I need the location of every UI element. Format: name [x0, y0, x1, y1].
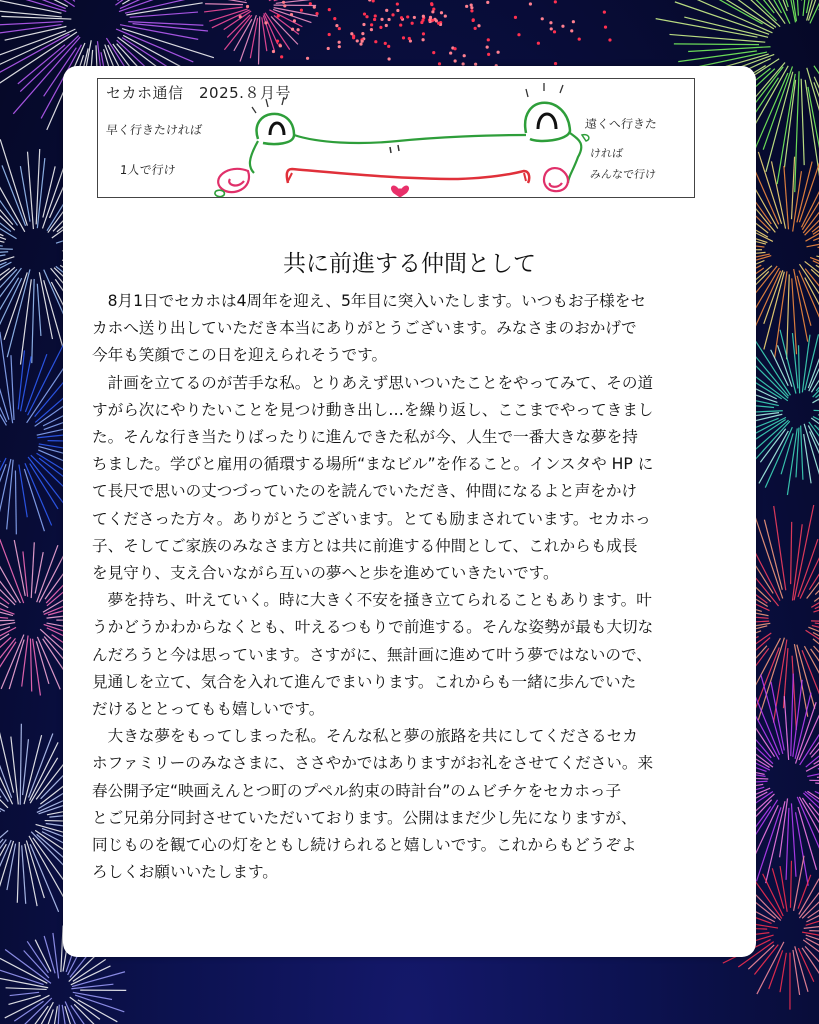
- body-line: を見守り、支え合いながら互いの夢へと歩を進めていきたいです。: [92, 564, 559, 583]
- header-title: セカホ通信 2025.８月号: [106, 84, 291, 102]
- body-line: 見通しを立て、気合を入れて進んでまいります。これからも一緒に歩んでいた: [92, 672, 637, 691]
- body-line: ろしくお願いいたします。: [92, 863, 278, 882]
- body-line: カホへ送り出していただき本当にありがとうございます。みなさまのおかげで: [92, 319, 637, 338]
- frog-left-cheek: [218, 169, 249, 192]
- newsletter-header: [97, 78, 695, 198]
- body-line: 8月1日でセカホは4周年を迎え、5年目に突入いたします。いつもお子様をセ: [92, 292, 646, 310]
- body-line: 春公開予定“映画えんとつ町のプペル約束の時計台”のムビチケをセカホっ子: [92, 781, 622, 800]
- proverb-left-line2: 1人で行け: [119, 163, 177, 177]
- body-line: んだろうと今は思っています。さすがに、無計画に進めて叶う夢ではないので、: [92, 645, 652, 664]
- frog-left-eye: [257, 114, 294, 144]
- frog-right-cheek: [544, 168, 568, 191]
- body-line: 大きな夢をもってしまった私。そんな私と夢の旅路を共にしてくださるセカ: [92, 727, 638, 746]
- proverb-right-line1: 遠くへ行きた: [584, 117, 658, 131]
- body-line: 子、そしてご家族のみなさま方とは共に前進する仲間として、これからも成長: [92, 536, 638, 555]
- body-line: て長尺で思いの丈つづっていたのを読んでいただき、仲間になるよと声をかけ: [92, 482, 638, 501]
- frog-mouth: [287, 169, 529, 183]
- article-body: [92, 288, 732, 886]
- proverb-right-line3: みんなで行け: [589, 168, 657, 181]
- body-line: うかどうかわからなくとも、叶えるつもりで前進する。そんな姿勢が最も大切な: [92, 618, 654, 637]
- body-line: ホファミリーのみなさまに、ささやかではありますがお礼をさせてください。来: [92, 754, 654, 773]
- body-line: だけるととってもも嬉しいです。: [92, 700, 325, 719]
- proverb-right-line2: ければ: [589, 147, 624, 160]
- body-line: 今年も笑顔でこの日を迎えられそうです。: [92, 346, 388, 365]
- body-line: 計画を立てるのが苦手な私。とりあえず思いついたことをやってみて、その道: [92, 373, 654, 392]
- newsletter-card: [63, 66, 756, 957]
- proverb-left-line1: 早く行きたければ: [105, 123, 203, 137]
- body-line: た。そんな行き当たりばったりに進んできた私が今、人生で一番大きな夢を持: [92, 428, 638, 447]
- body-line: ちました。学びと雇用の循環する場所“まなビル”を作ること。インスタや HP に: [92, 455, 654, 474]
- body-line: 同じものを観て心の灯をともし続けられると嬉しいです。これからもどうぞよ: [92, 836, 637, 855]
- body-line: てくださった方々。ありがとうございます。とても励まされています。セカホっ: [92, 509, 651, 528]
- article-title: 共に前進する仲間として: [283, 251, 536, 277]
- frog-right-eye: [525, 103, 570, 141]
- body-line: とご兄弟分同封させていただいております。公開はまだ少し先になりますが、: [92, 808, 637, 827]
- body-line: すがら次にやりたいことを見つけ動き出し…を繰り返し、ここまでやってきまし: [92, 400, 654, 419]
- body-line: 夢を持ち、叶えていく。時に大きく不安を掻き立てられることもあります。叶: [92, 591, 652, 610]
- heart-icon: [391, 186, 408, 197]
